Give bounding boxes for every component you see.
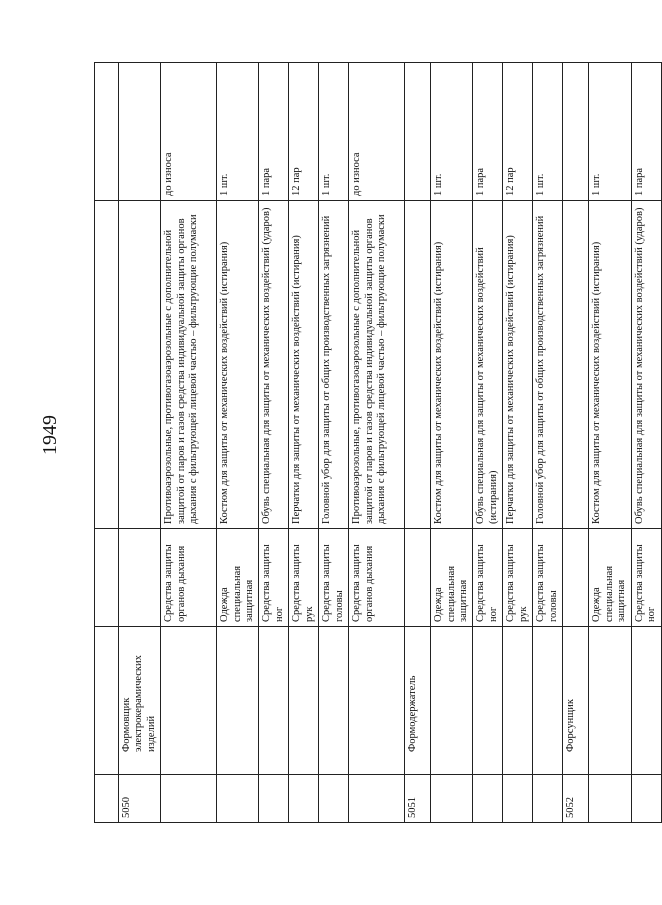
- ppe-type-cell: Средства защиты головы: [533, 529, 563, 627]
- ppe-type-cell: [563, 529, 589, 627]
- ppe-description-cell: [563, 201, 589, 529]
- ppe-type-cell: Средства защиты рук: [289, 529, 319, 627]
- profession-cell: [431, 627, 473, 775]
- profession-cell: [161, 627, 217, 775]
- profession-cell: [259, 627, 289, 775]
- profession-cell: [503, 627, 533, 775]
- row-number-cell: [319, 775, 349, 823]
- row-number-cell: [217, 775, 259, 823]
- ppe-description-cell: Костюм для защиты от механических воздействий (истирания): [217, 201, 259, 529]
- ppe-type-cell: Средства защиты рук: [503, 529, 533, 627]
- table-row: [563, 63, 589, 823]
- row-number-cell: [431, 775, 473, 823]
- ppe-type-cell: Средства защиты ног: [631, 529, 661, 627]
- row-number-cell: [289, 775, 319, 823]
- ppe-type-cell: Одежда специальная защитная: [589, 529, 631, 627]
- table-row: [161, 63, 217, 823]
- profession-cell: Форсунщик: [563, 627, 589, 775]
- ppe-type-cell: Одежда специальная защитная: [217, 529, 259, 627]
- row-number-cell: [259, 775, 289, 823]
- row-number-cell: 5050: [119, 775, 161, 823]
- issue-norm-cell: до износа: [349, 63, 405, 201]
- profession-cell: [631, 627, 661, 775]
- issue-norm-cell: [95, 63, 119, 201]
- table-row: [405, 63, 431, 823]
- issue-norm-cell: [119, 63, 161, 201]
- table-row: [319, 63, 349, 823]
- issue-norm-cell: 12 пар: [503, 63, 533, 201]
- table-row: [431, 63, 473, 823]
- profession-cell: [217, 627, 259, 775]
- profession-cell: [473, 627, 503, 775]
- table-row: [533, 63, 563, 823]
- profession-cell: [95, 627, 119, 775]
- issue-norm-cell: 12 пар: [289, 63, 319, 201]
- ppe-description-cell: [119, 201, 161, 529]
- row-number-cell: [589, 775, 631, 823]
- row-number-cell: 5052: [563, 775, 589, 823]
- ppe-type-cell: [119, 529, 161, 627]
- table-row: [349, 63, 405, 823]
- row-number-cell: [631, 775, 661, 823]
- rotated-table-container: [94, 63, 657, 823]
- issue-norm-cell: 1 шт.: [319, 63, 349, 201]
- issue-norm-cell: 1 шт.: [217, 63, 259, 201]
- issue-norm-cell: 1 пара: [259, 63, 289, 201]
- ppe-type-cell: Средства защиты органов дыхания: [161, 529, 217, 627]
- profession-cell: [589, 627, 631, 775]
- profession-cell: [319, 627, 349, 775]
- row-number-cell: [533, 775, 563, 823]
- ppe-description-cell: Обувь специальная для защиты от механических воздействий (ударов): [259, 201, 289, 529]
- issue-norm-cell: [563, 63, 589, 201]
- table-row: [95, 63, 119, 823]
- profession-cell: [533, 627, 563, 775]
- issue-norm-cell: 1 шт.: [589, 63, 631, 201]
- table-row: [503, 63, 533, 823]
- row-number-cell: [473, 775, 503, 823]
- issue-norm-cell: [405, 63, 431, 201]
- profession-cell: [289, 627, 319, 775]
- row-number-cell: [95, 775, 119, 823]
- ppe-type-cell: Одежда специальная защитная: [431, 529, 473, 627]
- ppe-description-cell: Обувь специальная для защиты от механических воздействий (ударов): [631, 201, 661, 529]
- profession-cell: Формодержатель: [405, 627, 431, 775]
- ppe-type-cell: Средства защиты органов дыхания: [349, 529, 405, 627]
- ppe-description-cell: Костюм для защиты от механических воздействий (истирания): [431, 201, 473, 529]
- table-body: [95, 63, 662, 823]
- row-number-cell: [503, 775, 533, 823]
- ppe-type-cell: Средства защиты ног: [259, 529, 289, 627]
- issue-norm-cell: 1 пара: [631, 63, 661, 201]
- row-number-cell: 5051: [405, 775, 431, 823]
- ppe-description-cell: Противоаэрозольные, противогазоаэрозольные с дополнительной защитой от паров и газов средства индивидуальной защиты органов дыхания с фильтрующей лицевой частью – фильтрующие полумаски: [161, 201, 217, 529]
- page-number: 1949: [39, 415, 61, 455]
- ppe-description-cell: Костюм для защиты от механических воздействий (истирания): [589, 201, 631, 529]
- row-number-cell: [349, 775, 405, 823]
- profession-cell: Формовщик электрокерамических изделий: [119, 627, 161, 775]
- table-row: [289, 63, 319, 823]
- ppe-description-cell: [95, 201, 119, 529]
- ppe-description-cell: Головной убор для защиты от общих производственных загрязнений: [533, 201, 563, 529]
- ppe-description-cell: Перчатки для защиты от механических воздействий (истирания): [289, 201, 319, 529]
- issue-norm-cell: 1 шт.: [533, 63, 563, 201]
- table-row: [473, 63, 503, 823]
- table-row: [119, 63, 161, 823]
- table-row: [631, 63, 661, 823]
- ppe-type-cell: Средства защиты головы: [319, 529, 349, 627]
- ppe-description-cell: Головной убор для защиты от общих производственных загрязнений: [319, 201, 349, 529]
- ppe-description-cell: Перчатки для защиты от механических воздействий (истирания): [503, 201, 533, 529]
- ppe-norms-table: [94, 62, 662, 823]
- ppe-description-cell: Противоаэрозольные, противогазоаэрозольные с дополнительной защитой от паров и газов средства индивидуальной защиты органов дыхания с фильтрующей лицевой частью – фильтрующие полумаски: [349, 201, 405, 529]
- table-row: [589, 63, 631, 823]
- profession-cell: [349, 627, 405, 775]
- issue-norm-cell: 1 пара: [473, 63, 503, 201]
- ppe-type-cell: [95, 529, 119, 627]
- ppe-type-cell: Средства защиты ног: [473, 529, 503, 627]
- issue-norm-cell: до износа: [161, 63, 217, 201]
- ppe-description-cell: [405, 201, 431, 529]
- row-number-cell: [161, 775, 217, 823]
- table-row: [217, 63, 259, 823]
- table-row: [259, 63, 289, 823]
- issue-norm-cell: 1 шт.: [431, 63, 473, 201]
- ppe-type-cell: [405, 529, 431, 627]
- ppe-description-cell: Обувь специальная для защиты от механических воздействий (истирания): [473, 201, 503, 529]
